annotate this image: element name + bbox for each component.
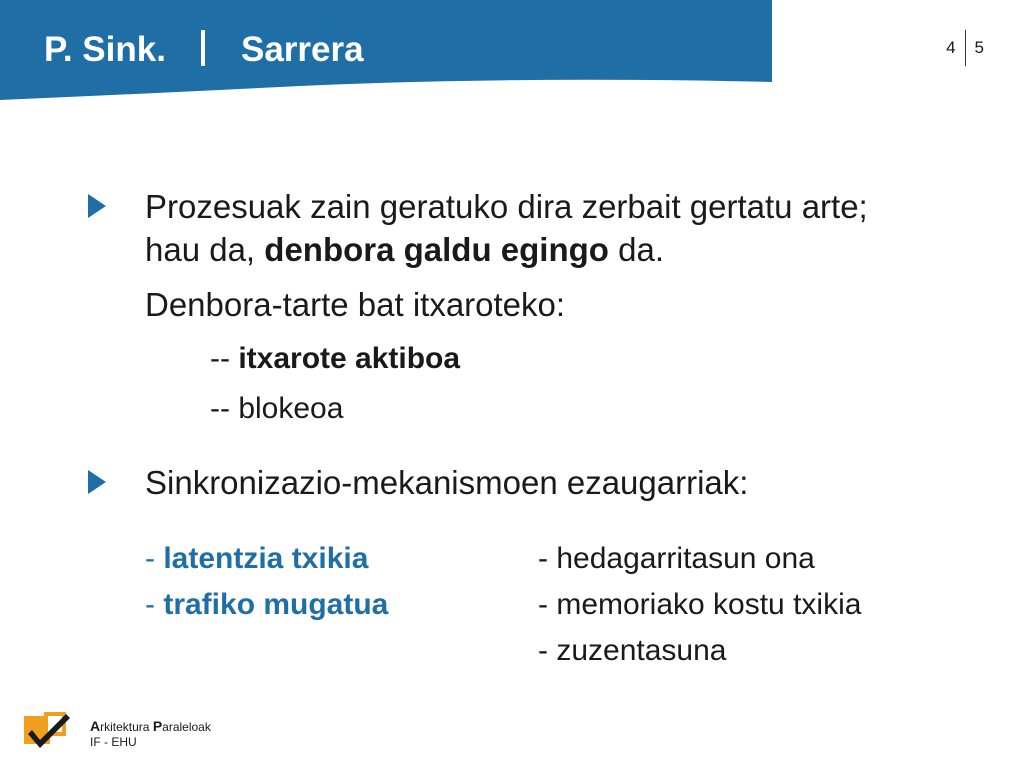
feature-text: trafiko mugatua [163, 588, 389, 621]
wait-item-prefix: -- [210, 392, 239, 425]
page-numbers [946, 30, 984, 66]
footer-cap1: A [90, 718, 101, 734]
bullet1-line2-post: da. [608, 231, 664, 268]
wait-item [210, 388, 343, 430]
page-total: 5 [974, 38, 984, 57]
page-current: 4 [946, 38, 956, 57]
course-title: P. Sink. [44, 30, 166, 69]
feature-prefix: - [145, 542, 164, 575]
feature-right-item: - memoriako kostu txikia [538, 588, 862, 621]
bullet2-text: Sinkronizazio-mekanismoen ezaugarriak: [145, 464, 749, 501]
bullet-arrow-icon [88, 470, 106, 494]
wait-item [210, 338, 460, 380]
page-number-divider [965, 30, 966, 66]
footer-text [90, 719, 211, 750]
footer-rest2: araleloak [162, 720, 211, 734]
page-title: Sarrera [241, 30, 364, 69]
bullet1-line2-bold: denbora galdu egingo [264, 231, 609, 268]
wait-item-text: itxarote aktiboa [238, 342, 461, 375]
bullet1-line2 [145, 229, 664, 271]
footer-rest1: rkitektura [100, 720, 153, 734]
header-separator [201, 30, 205, 66]
bullet1-line2-pre: hau da, [145, 231, 265, 268]
wait-item-text: blokeoa [238, 392, 344, 425]
logo-checkmark-icon [22, 710, 76, 754]
feature-text: latentzia txikia [163, 542, 369, 575]
feature-left-item [145, 584, 388, 626]
wait-item-prefix: -- [210, 342, 239, 375]
footer-cap2: P [152, 718, 163, 734]
feature-prefix: - [145, 588, 164, 621]
feature-left-item [145, 538, 368, 580]
footer-line2: IF - EHU [90, 735, 137, 749]
feature-right-item: - zuzentasuna [538, 634, 727, 667]
footer-line1 [90, 719, 211, 735]
sub-heading: Denbora-tarte bat itxaroteko: [145, 286, 566, 323]
bullet1-line1: Prozesuak zain geratuko dira zerbait gertatu arte; [145, 188, 868, 225]
bullet-arrow-icon [88, 194, 106, 218]
feature-right-item: - hedagarritasun ona [538, 542, 815, 575]
